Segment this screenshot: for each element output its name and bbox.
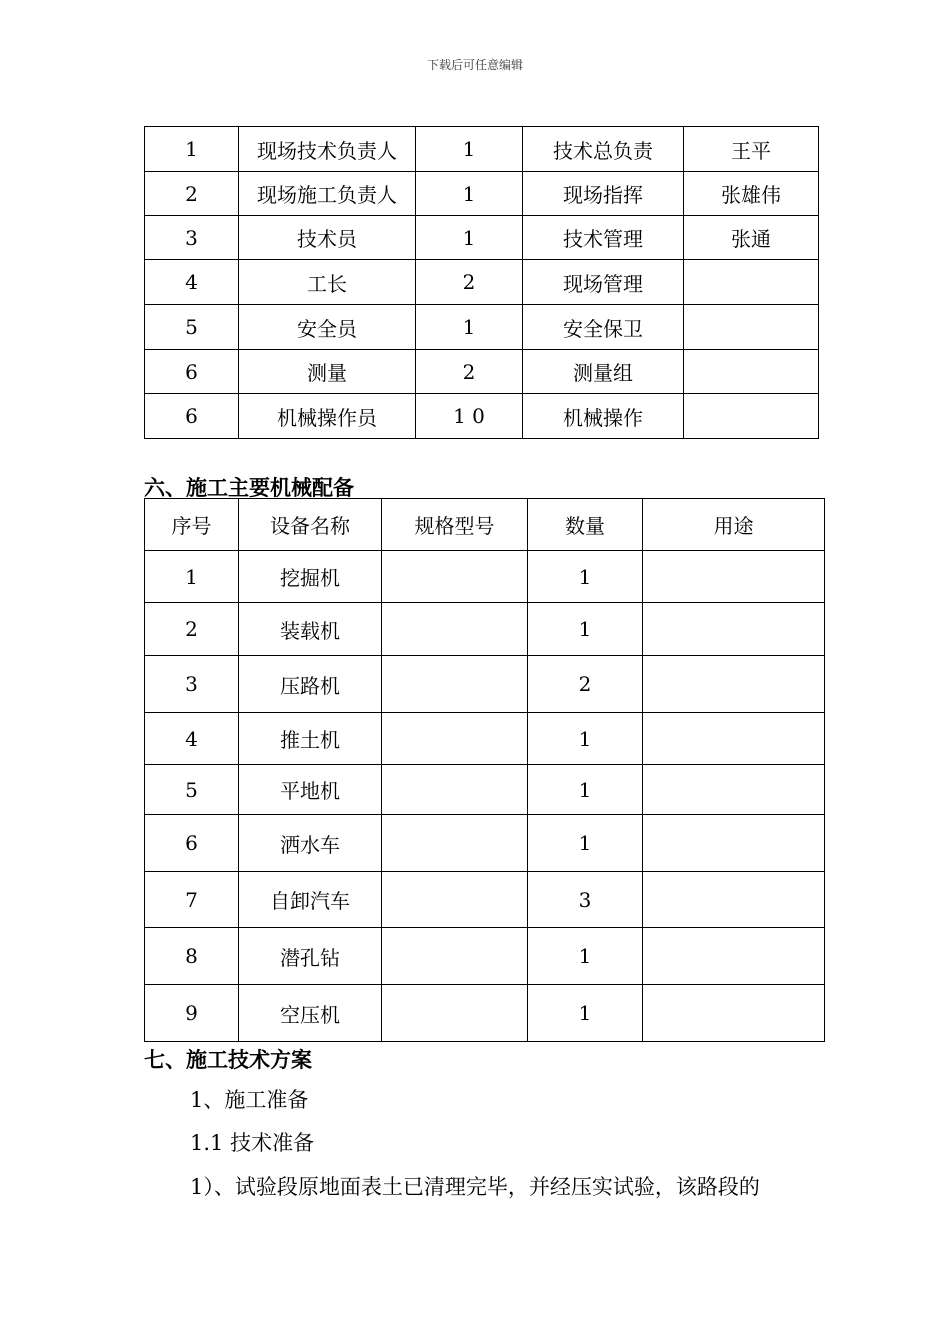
staff-cell-role: 现场施工负责人 xyxy=(239,172,416,216)
machine-cell-equipment-name: 推土机 xyxy=(239,713,382,765)
machine-cell-index: 9 xyxy=(145,985,239,1042)
machine-cell-spec-model xyxy=(382,656,528,713)
section-7-heading: 七、施工技术方案 xyxy=(144,1048,312,1072)
staff-cell-count: 1 xyxy=(416,172,523,216)
machine-cell-spec-model xyxy=(382,551,528,603)
machine-cell-purpose xyxy=(643,603,825,656)
page-header-note: 下载后可任意编辑 xyxy=(426,58,523,72)
machine-cell-purpose xyxy=(643,815,825,872)
machine-cell-equipment-name: 压路机 xyxy=(239,656,382,713)
subsection-1-heading: 1、施工准备 xyxy=(190,1088,309,1112)
machine-cell-equipment-name: 装载机 xyxy=(239,603,382,656)
table-row xyxy=(145,216,819,260)
staff-cell-role: 技术员 xyxy=(239,216,416,260)
machine-cell-index: 4 xyxy=(145,713,239,765)
machine-cell-spec-model xyxy=(382,815,528,872)
machine-cell-equipment-name: 空压机 xyxy=(239,985,382,1042)
staff-cell-index: 2 xyxy=(145,172,239,216)
staff-cell-index: 6 xyxy=(145,350,239,394)
table-row xyxy=(145,172,819,216)
machine-cell-quantity: 3 xyxy=(528,872,643,928)
machine-cell-purpose xyxy=(643,765,825,815)
table-row xyxy=(145,260,819,305)
staff-cell-index: 5 xyxy=(145,305,239,350)
machine-cell-purpose xyxy=(643,985,825,1042)
machine-cell-quantity: 1 xyxy=(528,551,643,603)
machine-cell-purpose xyxy=(643,551,825,603)
table-row xyxy=(145,127,819,172)
staff-cell-count: 2 xyxy=(416,260,523,305)
machine-cell-index: 3 xyxy=(145,656,239,713)
machine-cell-purpose xyxy=(643,656,825,713)
machine-cell-purpose xyxy=(643,928,825,985)
machine-cell-quantity: 2 xyxy=(528,656,643,713)
staff-cell-duty: 现场指挥 xyxy=(523,172,684,216)
header-cell-index: 序号 xyxy=(145,499,239,551)
machine-cell-equipment-name: 自卸汽车 xyxy=(239,872,382,928)
machine-cell-quantity: 1 xyxy=(528,985,643,1042)
staff-cell-count: 1 xyxy=(416,127,523,172)
table-row xyxy=(145,551,825,603)
staff-cell-person xyxy=(684,305,819,350)
subsection-1-1-heading: 1.1 技术准备 xyxy=(190,1131,315,1155)
machine-cell-spec-model xyxy=(382,765,528,815)
table-row xyxy=(145,656,825,713)
section-6-heading: 六、施工主要机械配备 xyxy=(144,476,354,500)
staff-cell-duty: 测量组 xyxy=(523,350,684,394)
staff-cell-duty: 机械操作 xyxy=(523,394,684,439)
table-row xyxy=(145,872,825,928)
staff-cell-count: 2 xyxy=(416,350,523,394)
machine-cell-quantity: 1 xyxy=(528,765,643,815)
machine-cell-equipment-name: 洒水车 xyxy=(239,815,382,872)
machine-table xyxy=(144,498,825,1042)
staff-cell-role: 安全员 xyxy=(239,305,416,350)
table-row xyxy=(145,713,825,765)
machine-table-header-row xyxy=(145,499,825,551)
staff-cell-role: 测量 xyxy=(239,350,416,394)
staff-cell-duty: 技术管理 xyxy=(523,216,684,260)
table-row xyxy=(145,765,825,815)
staff-cell-count: 1 xyxy=(416,216,523,260)
staff-cell-person: 张雄伟 xyxy=(684,172,819,216)
machine-cell-spec-model xyxy=(382,928,528,985)
staff-cell-index: 6 xyxy=(145,394,239,439)
machine-cell-quantity: 1 xyxy=(528,928,643,985)
staff-cell-index: 1 xyxy=(145,127,239,172)
header-cell-spec-model: 规格型号 xyxy=(382,499,528,551)
machine-cell-purpose xyxy=(643,872,825,928)
table-row xyxy=(145,815,825,872)
machine-cell-index: 1 xyxy=(145,551,239,603)
staff-cell-role: 工长 xyxy=(239,260,416,305)
machine-cell-spec-model xyxy=(382,872,528,928)
machine-cell-equipment-name: 平地机 xyxy=(239,765,382,815)
table-row xyxy=(145,394,819,439)
machine-cell-index: 8 xyxy=(145,928,239,985)
staff-cell-person xyxy=(684,350,819,394)
machine-cell-equipment-name: 潜孔钻 xyxy=(239,928,382,985)
table-row xyxy=(145,305,819,350)
header-cell-purpose: 用途 xyxy=(643,499,825,551)
table-row xyxy=(145,350,819,394)
machine-cell-spec-model xyxy=(382,713,528,765)
machine-cell-quantity: 1 xyxy=(528,713,643,765)
staff-cell-person xyxy=(684,394,819,439)
staff-cell-index: 4 xyxy=(145,260,239,305)
machine-cell-purpose xyxy=(643,713,825,765)
paragraph-1: 1）、试验段原地面表土已清理完毕，并经压实试验，该路段的 xyxy=(190,1175,760,1199)
machine-cell-quantity: 1 xyxy=(528,603,643,656)
table-row xyxy=(145,985,825,1042)
header-cell-equipment-name: 设备名称 xyxy=(239,499,382,551)
staff-cell-person xyxy=(684,260,819,305)
staff-cell-role: 现场技术负责人 xyxy=(239,127,416,172)
machine-cell-index: 7 xyxy=(145,872,239,928)
machine-cell-index: 5 xyxy=(145,765,239,815)
table-row xyxy=(145,603,825,656)
machine-cell-index: 2 xyxy=(145,603,239,656)
staff-cell-person: 张通 xyxy=(684,216,819,260)
machine-cell-spec-model xyxy=(382,603,528,656)
machine-cell-index: 6 xyxy=(145,815,239,872)
machine-cell-spec-model xyxy=(382,985,528,1042)
staff-cell-duty: 技术总负责 xyxy=(523,127,684,172)
staff-table xyxy=(144,126,819,439)
header-cell-quantity: 数量 xyxy=(528,499,643,551)
staff-cell-count: 1 xyxy=(416,305,523,350)
staff-cell-person: 王平 xyxy=(684,127,819,172)
staff-cell-role: 机械操作员 xyxy=(239,394,416,439)
machine-cell-quantity: 1 xyxy=(528,815,643,872)
staff-cell-index: 3 xyxy=(145,216,239,260)
staff-cell-duty: 安全保卫 xyxy=(523,305,684,350)
staff-cell-count: 1 0 xyxy=(416,394,523,439)
table-row xyxy=(145,928,825,985)
staff-cell-duty: 现场管理 xyxy=(523,260,684,305)
machine-cell-equipment-name: 挖掘机 xyxy=(239,551,382,603)
